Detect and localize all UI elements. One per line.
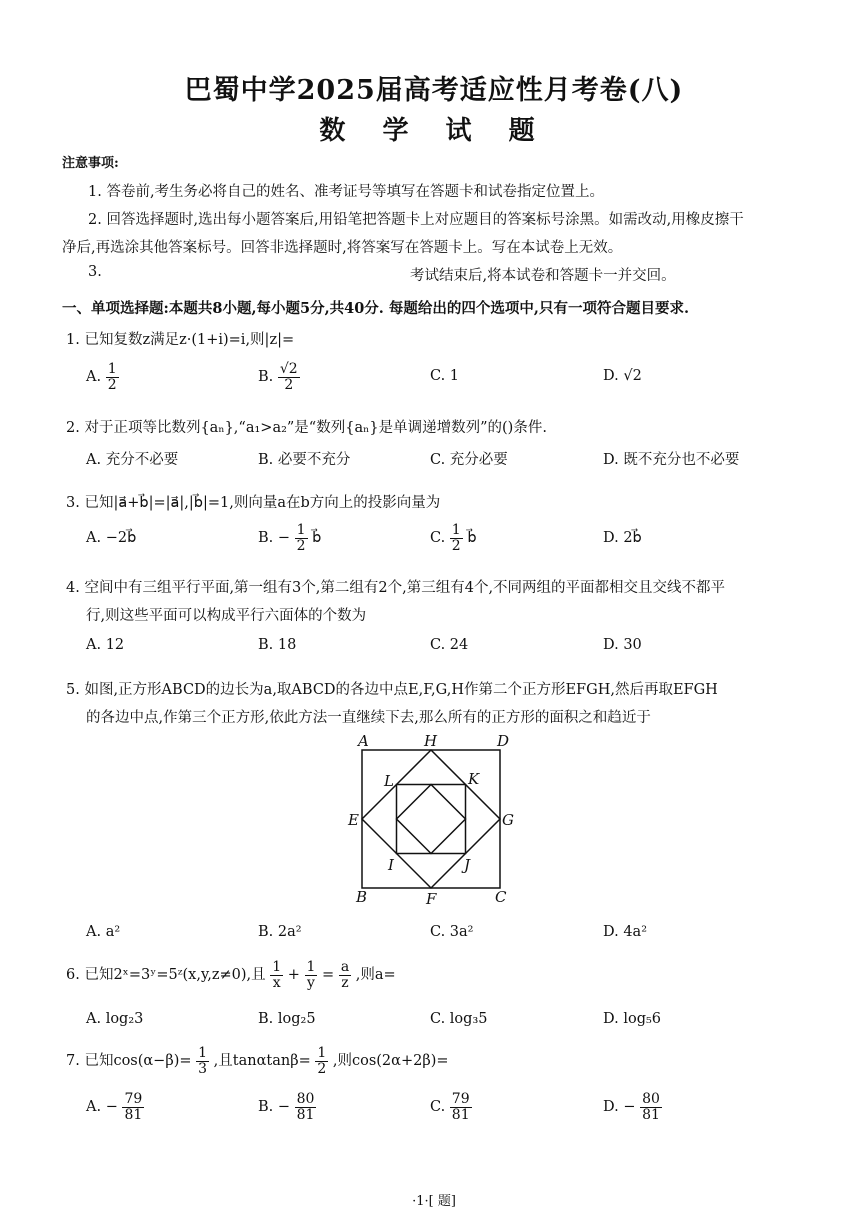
q5-option-c: C. 3a² — [430, 924, 474, 940]
q5-nested-squares-figure — [340, 730, 530, 910]
q4-option-c: C. 24 — [430, 637, 469, 653]
page-footer: ·1·[ 题] — [412, 1194, 456, 1209]
q2-option-c: C. 充分必要 — [430, 452, 508, 468]
q1-option-b: B. $\frac{√2}{2}$ — [258, 361, 298, 393]
q2-option-d: D. 既不充分也不必要 — [603, 452, 740, 468]
q7-option-a: A. − $\frac{79}{81}$ — [86, 1091, 143, 1123]
label-f: F — [426, 890, 437, 908]
q2-stem: 2. 对于正项等比数列{aₙ},“a₁>a₂”是“数列{aₙ}是单调递增数列”的()条件. — [66, 420, 547, 436]
note-2b: 净后,再选涂其他答案标号。回答非选择题时,将答案写在答题卡上。写在本试卷上无效。 — [62, 240, 623, 256]
section-heading: 一、单项选择题:本题共8小题,每小题5分,共40分. 每题给出的四个选项中,只有一项符合题目要求. — [62, 300, 689, 317]
label-d: D — [497, 732, 510, 750]
q5-option-a: A. a² — [86, 924, 121, 940]
q3-option-b: B. − $\frac{1}{2}$ b⃗ — [258, 522, 322, 554]
q2-option-b: B. 必要不充分 — [258, 452, 351, 468]
q5-option-b: B. 2a² — [258, 924, 302, 940]
square-efgh — [362, 750, 500, 888]
label-g: G — [502, 811, 514, 829]
label-h: H — [424, 732, 438, 750]
q4-option-d: D. 30 — [603, 637, 642, 653]
q2-option-a: A. 充分不必要 — [86, 452, 179, 468]
square-fourth — [397, 785, 466, 854]
q6-option-d: D. log₅6 — [603, 1011, 662, 1027]
label-e: E — [348, 811, 359, 829]
label-j: J — [464, 856, 471, 874]
q7-option-c: C. $\frac{79}{81}$ — [430, 1091, 470, 1123]
label-a: A — [358, 732, 369, 750]
q1-stem: 1. 已知复数z满足z·(1+i)=i,则|z|= — [66, 332, 295, 348]
notes-heading: 注意事项: — [62, 156, 119, 171]
q1-option-d: D. √2 — [603, 368, 642, 384]
exam-title: 巴蜀中学2025届高考适应性月考卷(八) — [184, 75, 684, 106]
q7-option-b: B. − $\frac{80}{81}$ — [258, 1091, 315, 1123]
q6-option-b: B. log₂5 — [258, 1011, 316, 1027]
q6-option-c: C. log₃5 — [430, 1011, 488, 1027]
note-2a: 2. 回答选择题时,选出每小题答案后,用铅笔把答题卡上对应题目的答案标号涂黑。如需改动,用橡皮擦干 — [88, 212, 744, 228]
note-3-text: 考试结束后,将本试卷和答题卡一并交回。 — [410, 268, 676, 284]
q7-stem: 7. 已知cos(α−β)= $\frac{1}{3}$ ,且tanαtanβ= $\frac{1}{2}$ ,则cos(2α+2β)= — [66, 1045, 449, 1077]
q4-stem-line2: 行,则这些平面可以构成平行六面体的个数为 — [86, 608, 367, 624]
q4-stem-line1: 4. 空间中有三组平行平面,第一组有3个,第二组有2个,第三组有4个,不同两组的平面都相交且交线不都平 — [66, 580, 726, 596]
q4-option-a: A. 12 — [86, 637, 125, 653]
q1-option-a: A. $\frac{1}{2}$ — [86, 361, 117, 393]
q5-option-d: D. 4a² — [603, 924, 648, 940]
label-k: K — [468, 770, 480, 788]
square-third — [397, 785, 466, 854]
label-l: L — [384, 772, 394, 790]
label-c: C — [495, 888, 507, 906]
label-i: I — [388, 856, 394, 874]
q1-option-c: C. 1 — [430, 368, 460, 384]
square-abcd — [362, 750, 500, 888]
note-1: 1. 答卷前,考生务必将自己的姓名、准考证号等填写在答题卡和试卷指定位置上。 — [88, 184, 605, 200]
q5-stem-line1: 5. 如图,正方形ABCD的边长为a,取ABCD的各边中点E,F,G,H作第二个正方形EFGH,然后再取EFGH — [66, 682, 718, 698]
exam-subtitle: 数 学 试 题 — [319, 116, 549, 146]
q6-option-a: A. log₂3 — [86, 1011, 144, 1027]
q3-stem: 3. 已知|a⃗+b⃗|=|a⃗|,|b⃗|=1,则向量a在b方向上的投影向量为 — [66, 495, 441, 511]
q6-stem: 6. 已知2ˣ=3ʸ=5ᶻ(x,y,z≠0),且 $\frac{1}{x}$ + $\frac{1}{y}$ = $\frac{a}{z}$ ,则a= — [66, 959, 396, 991]
q3-option-d: D. 2b⃗ — [603, 530, 642, 546]
q3-option-c: C. $\frac{1}{2}$ b⃗ — [430, 522, 477, 554]
q4-option-b: B. 18 — [258, 637, 297, 653]
q7-option-d: D. − $\frac{80}{81}$ — [603, 1091, 660, 1123]
label-b: B — [356, 888, 368, 906]
q3-option-a: A. −2b⃗ — [86, 530, 137, 546]
note-3-number: 3. — [88, 264, 102, 280]
q5-stem-line2: 的各边中点,作第三个正方形,依此方法一直继续下去,那么所有的正方形的面积之和趋近于 — [86, 710, 651, 726]
